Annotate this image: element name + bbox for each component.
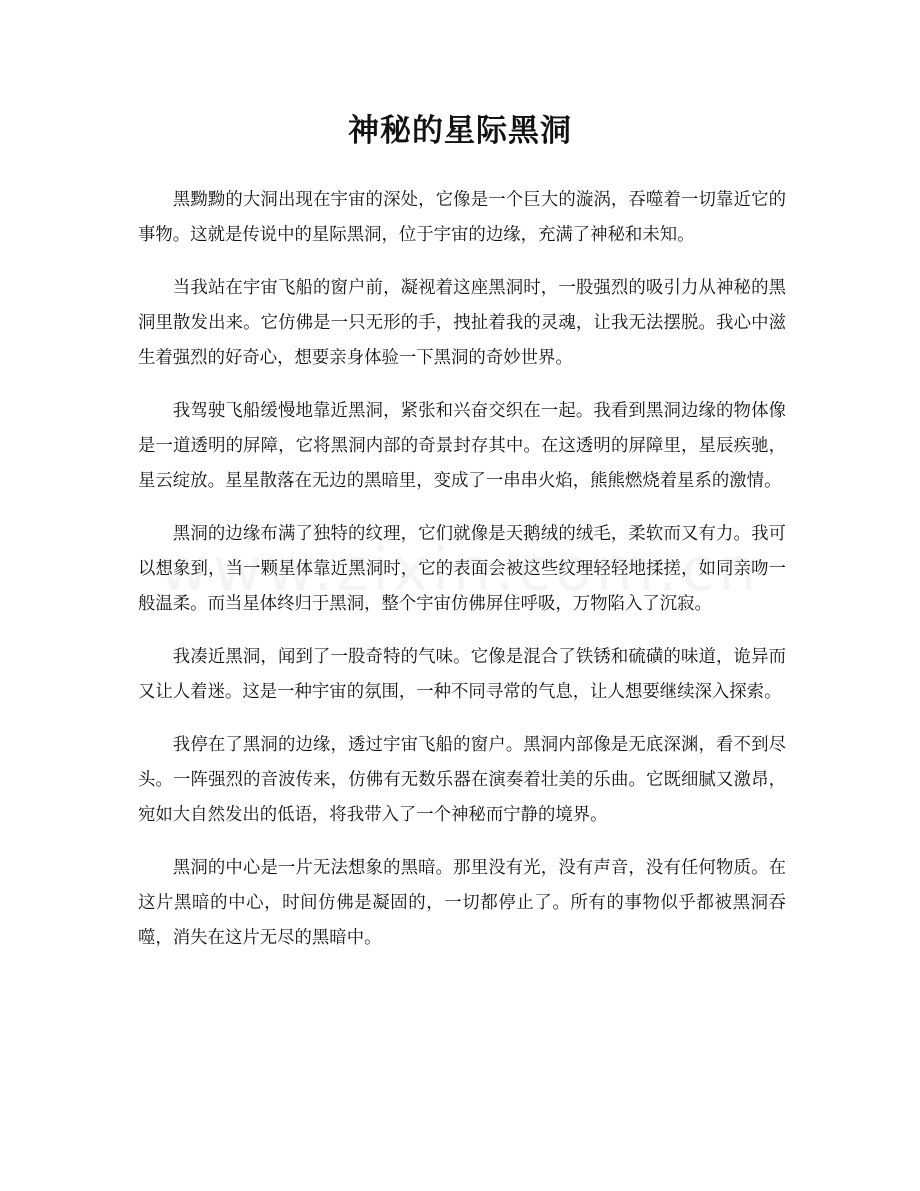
- document-title: 神秘的星际黑洞: [348, 113, 572, 149]
- paragraph-4: 黑洞的边缘布满了独特的纹理，它们就像是天鹅绒的绒毛，柔软而又有力。我可以想象到，当一颗星体靠近黑洞时，它的表面会被这些纹理轻轻地揉搓，如同亲吻一般温柔。而当星体终归于黑洞，整个宇宙仿佛屏住呼吸，万物陷入了沉寂。: [138, 524, 786, 614]
- paragraph-1: 黑黝黝的大洞出现在宇宙的深处，它像是一个巨大的漩涡，吞噬着一切靠近它的事物。这就是传说中的星际黑洞，位于宇宙的边缘，充满了神秘和未知。: [138, 190, 786, 245]
- paragraph-3: 我驾驶飞船缓慢地靠近黑洞，紧张和兴奋交织在一起。我看到黑洞边缘的物体像是一道透明的屏障，它将黑洞内部的奇景封存其中。在这透明的屏障里，星辰疾驰，星云绽放。星星散落在无边的黑暗里，变成了一串串火焰，熊熊燃烧着星系的激情。: [138, 401, 786, 491]
- paragraph-5: 我凑近黑洞，闻到了一股奇特的气味。它像是混合了铁锈和硫磺的味道，诡异而又让人着迷。这是一种宇宙的氛围，一种不同寻常的气息，让人想要继续深入探索。: [138, 647, 786, 702]
- document-body: [138, 183, 786, 974]
- paragraph-2: 当我站在宇宙飞船的窗户前，凝视着这座黑洞时，一股强烈的吸引力从神秘的黑洞里散发出来。它仿佛是一只无形的手，拽扯着我的灵魂，让我无法摆脱。我心中滋生着强烈的好奇心，想要亲身体验一下黑洞的奇妙世界。: [138, 278, 786, 368]
- paragraph-6: 我停在了黑洞的边缘，透过宇宙飞船的窗户。黑洞内部像是无底深渊，看不到尽头。一阵强烈的音波传来，仿佛有无数乐器在演奏着壮美的乐曲。它既细腻又激昂，宛如大自然发出的低语，将我带入了一个神秘而宁静的境界。: [138, 735, 786, 825]
- paragraph-7: 黑洞的中心是一片无法想象的黑暗。那里没有光，没有声音，没有任何物质。在这片黑暗的中心，时间仿佛是凝固的，一切都停止了。所有的事物似乎都被黑洞吞噬，消失在这片无尽的黑暗中。: [138, 858, 786, 948]
